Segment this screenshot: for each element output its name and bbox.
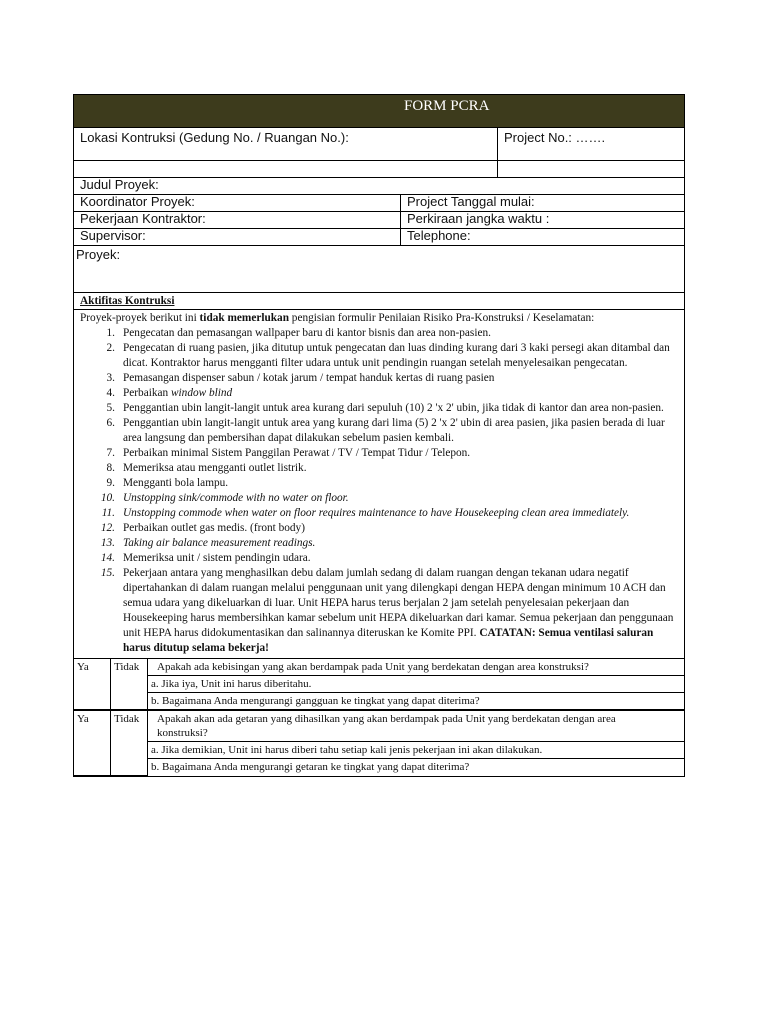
item-number: 14.	[100, 552, 115, 564]
pekerjaan-row	[74, 212, 684, 229]
supervisor-label: Supervisor:	[80, 228, 146, 243]
list-item	[80, 551, 678, 566]
ya-checkbox[interactable]	[74, 659, 111, 710]
item-number: 15.	[100, 567, 115, 579]
proyek-field[interactable]	[74, 246, 684, 293]
form-title: FORM PCRA	[404, 98, 490, 114]
table-row	[74, 693, 684, 711]
supervisor-field[interactable]	[74, 229, 401, 245]
item-number: 2.	[106, 342, 115, 354]
ya-checkbox[interactable]	[74, 710, 111, 775]
list-item	[80, 446, 678, 461]
question-text: Apakah akan ada getaran yang dihasilkan yang akan berdampak pada Unit yang berdekatan dengan area konstruksi?	[157, 713, 616, 739]
item-text: Unstopping sink/commode with no water on floor.	[123, 492, 349, 504]
item-number: 9.	[106, 477, 115, 489]
pcra-form	[73, 94, 685, 777]
koordinator-row	[74, 194, 684, 212]
item-number: 8.	[106, 462, 115, 474]
list-item	[80, 326, 678, 341]
telephone-field[interactable]	[401, 229, 684, 245]
list-item	[80, 566, 678, 656]
item-number: 13.	[100, 537, 115, 549]
item-text: Memeriksa atau mengganti outlet listrik.	[123, 462, 307, 474]
item-text	[123, 566, 678, 656]
item-number: 5.	[106, 402, 115, 414]
item-text-italic: window blind	[171, 387, 233, 399]
project-no-field[interactable]	[498, 128, 684, 160]
item-text: Perbaikan outlet gas medis. (front body)	[123, 522, 305, 534]
list-item	[80, 476, 678, 491]
blank-cell-right[interactable]	[498, 161, 684, 177]
ya-label: Ya	[77, 661, 89, 673]
project-no-label: Project No.: …….	[504, 130, 606, 145]
item-note: CATATAN: Semua ventilasi saluran harus ditutup selama bekerja!	[123, 627, 654, 654]
tanggal-label: Project Tanggal mulai:	[407, 194, 535, 209]
sub-answer-b-text: b. Bagaimana Anda mengurangi getaran ke tingkat yang dapat diterima?	[151, 761, 470, 773]
blank-cell-left[interactable]	[74, 161, 498, 177]
item-text: Taking air balance measurement readings.	[123, 537, 316, 549]
questions-table	[74, 659, 684, 776]
sub-answer-a-text: a. Jika demikian, Unit ini harus diberi tahu setiap kali jenis pekerjaan ini akan dilakukan.	[151, 744, 543, 756]
list-item	[80, 491, 678, 506]
judul-row	[74, 178, 684, 194]
table-row	[74, 659, 684, 676]
question-text: Apakah ada kebisingan yang akan berdampak pada Unit yang berdekatan dengan area konstruksi?	[157, 661, 589, 673]
tanggal-field[interactable]	[401, 195, 684, 211]
koordinator-label: Koordinator Proyek:	[80, 194, 195, 209]
sub-answer-b[interactable]	[148, 759, 685, 776]
lokasi-field[interactable]	[74, 128, 498, 160]
table-row	[74, 742, 684, 759]
list-item	[80, 536, 678, 551]
list-item	[80, 341, 678, 371]
supervisor-row	[74, 229, 684, 246]
item-text: Penggantian ubin langit-langit untuk area yang kurang dari lima (5) 2 'x 2' ubin di area pasien, jika pasien berada di luar area langsung dan pembersihan dapat dilakukan sebelum pasien kembali.	[123, 417, 665, 444]
pekerjaan-field[interactable]	[74, 212, 401, 228]
sub-answer-a-text: a. Jika iya, Unit ini harus diberitahu.	[151, 678, 312, 690]
question-cell	[148, 659, 685, 676]
list-item	[80, 416, 678, 446]
judul-label: Judul Proyek:	[80, 177, 159, 192]
perkiraan-field[interactable]	[401, 212, 684, 228]
ya-label: Ya	[77, 713, 89, 725]
tidak-checkbox[interactable]	[111, 659, 148, 710]
proyek-label: Proyek:	[76, 247, 121, 262]
item-number: 4.	[106, 387, 115, 399]
item-number: 6.	[106, 417, 115, 429]
table-row	[74, 759, 684, 776]
perkiraan-label: Perkiraan jangka waktu :	[407, 211, 550, 226]
sub-answer-a[interactable]	[148, 676, 685, 693]
lokasi-label: Lokasi Kontruksi (Gedung No. / Ruangan No.):	[80, 130, 349, 145]
judul-field[interactable]	[74, 178, 165, 194]
list-item	[80, 386, 678, 401]
item-text: Unstopping commode when water on floor requires maintenance to have Housekeeping clean area immediately.	[123, 507, 630, 519]
item-number: 1.	[106, 327, 115, 339]
activities-intro	[80, 311, 678, 326]
item-text-plain: Pekerjaan antara yang menghasilkan debu dalam jumlah sedang di dalam ruangan dengan tekanan udara negatif dipertahankan di dalam ruangan melalui penggunaan unit yang dilengkapi dengan HEPA dengan minimum 10 ACH dan semua udara yang dikeluarkan di luar. Unit HEPA harus terus berjalan 2 jam setelah penyelesaian pekerjaan dan Housekeeping harus membersihkan kamar sebelum unit HEPA dikeluarkan dari kamar. Semua pekerjaan dan penggunaan unit HEPA harus didokumentasikan dan salinannya diteruskan ke Komite PPI.	[123, 567, 674, 639]
list-item	[80, 461, 678, 476]
item-text: Pengecatan di ruang pasien, jika ditutup untuk pengecatan dan luas dinding kurang dari 3 kaki persegi akan ditambal dan dicat. Kontraktor harus mengganti filter udara untuk unit pendingin ruangan setelah menyelesaikan pengecatan.	[123, 342, 670, 369]
tidak-checkbox[interactable]	[111, 710, 148, 775]
sub-answer-a[interactable]	[148, 742, 685, 759]
item-text: Perbaikan minimal Sistem Panggilan Perawat / TV / Tempat Tidur / Telepon.	[123, 447, 471, 459]
list-item	[80, 506, 678, 521]
list-item	[80, 371, 678, 386]
question-cell	[148, 710, 685, 742]
item-text: Pengecatan dan pemasangan wallpaper baru di kantor bisnis dan area non-pasien.	[123, 327, 491, 339]
activities-header: Aktifitas Kontruksi	[74, 293, 684, 310]
item-text	[123, 386, 678, 401]
item-text-plain: Perbaikan	[123, 387, 171, 399]
item-text: Memeriksa unit / sistem pendingin udara.	[123, 552, 311, 564]
item-number: 10.	[100, 492, 115, 504]
pekerjaan-label: Pekerjaan Kontraktor:	[80, 211, 206, 226]
koordinator-field[interactable]	[74, 195, 401, 211]
tidak-label: Tidak	[114, 713, 140, 725]
tidak-label: Tidak	[114, 661, 140, 673]
intro-text: Proyek-proyek berikut ini	[80, 312, 200, 324]
table-row	[74, 676, 684, 693]
list-item	[80, 401, 678, 416]
sub-answer-b-text: b. Bagaimana Anda mengurangi gangguan ke tingkat yang dapat diterima?	[151, 695, 480, 707]
intro-text-end: pengisian formulir Penilaian Risiko Pra-Konstruksi / Keselamatan:	[288, 312, 595, 324]
item-number: 11.	[101, 507, 115, 519]
blank-row	[74, 161, 684, 178]
item-number: 7.	[106, 447, 115, 459]
location-row	[74, 128, 684, 161]
sub-answer-b[interactable]	[148, 693, 685, 711]
form-title-bar	[74, 95, 684, 128]
table-row	[74, 710, 684, 742]
item-text: Penggantian ubin langit-langit untuk area kurang dari sepuluh (10) 2 'x 2' ubin, jika tidak di kantor dan area non-pasien.	[123, 402, 664, 414]
intro-emphasis: tidak memerlukan	[199, 312, 289, 324]
item-number: 3.	[106, 372, 115, 384]
item-text: Mengganti bola lampu.	[123, 477, 229, 489]
item-number: 12.	[100, 522, 115, 534]
activities-body	[74, 310, 684, 659]
item-text: Pemasangan dispenser sabun / kotak jarum / tempat handuk kertas di ruang pasien	[123, 372, 495, 384]
list-item	[80, 521, 678, 536]
telephone-label: Telephone:	[407, 228, 471, 243]
